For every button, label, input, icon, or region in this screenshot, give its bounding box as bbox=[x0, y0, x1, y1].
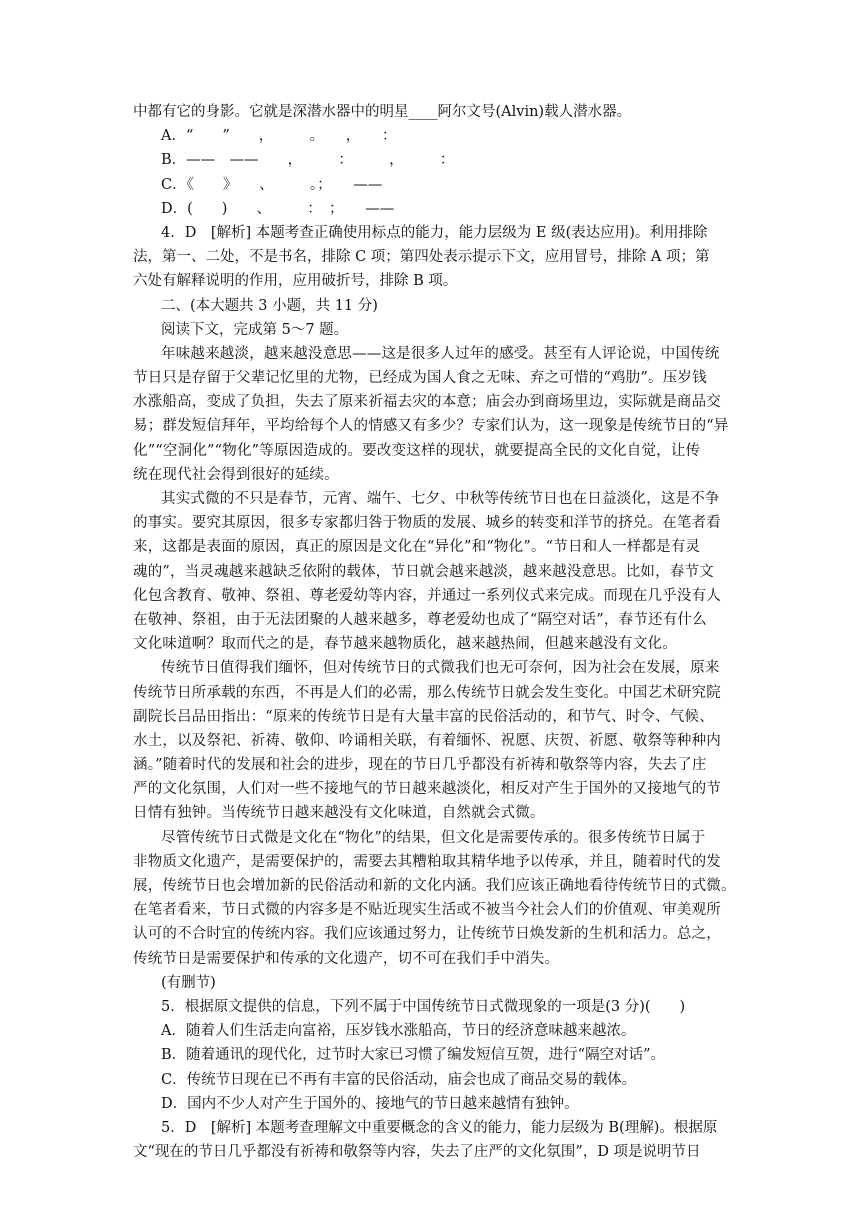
q3-tail-line: 中都有它的身影。它就是深潜水器中的明星____阿尔文号(Alvin)载人潜水器。 bbox=[133, 104, 632, 120]
q5-option-d: D．国内不少人对产生于国外的、接地气的节日越来越情有独钟。 bbox=[161, 1095, 579, 1112]
document-page bbox=[133, 100, 737, 1164]
q5-option-b: B．随着通讯的现代化，过节时大家已习惯了编发短信互贺，进行“隔空对话”。 bbox=[161, 1047, 665, 1064]
q5-answer-line: 5．D [解析] 本题考查理解文中重要概念的含义的能力，能力层级为 B(理解)。根据原 bbox=[161, 1119, 718, 1136]
passage-line: 日情有独钟。当传统节日越来越没有文化味道，自然就会式微。 bbox=[133, 805, 545, 822]
passage-line: 涵。”随着时代的发展和社会的进步，现在的节日几乎都没有祈祷和敬祭等内容，失去了庄 bbox=[133, 757, 707, 774]
passage-line: 易；群发短信拜年，平均给每个人的情感又有多少？专家们认为，这一现象是传统节日的“异 bbox=[133, 418, 729, 435]
passage-line: 副院长吕品田指出：“原来的传统节日是有大量丰富的民俗活动的，和节气、时令、气候、 bbox=[133, 708, 714, 725]
q4-answer-line: 六处有解释说明的作用，应用破折号，排除 B 项。 bbox=[133, 273, 458, 290]
q5-option-a: A．随着人们生活走向富裕，压岁钱水涨船高，节日的经济意味越来越浓。 bbox=[161, 1023, 636, 1040]
passage-line: 严的文化氛围，人们对一些不接地气的节日越来越淡化，相反对产生于国外的又接地气的节 bbox=[133, 781, 721, 798]
q4-answer-line: 4．D [解析] 本题考查正确使用标点的能力，能力层级为 E 级(表达应用)。利用排除 bbox=[161, 224, 708, 241]
passage-line: 来，这都是表面的原因，真正的原因是文化在“异化”和“物化”。“节日和人一样都是有灵 bbox=[133, 539, 701, 556]
passage-line: 认可的不合时宜的传统内容。我们应该通过努力，让传统节日焕发新的生机和活力。总之， bbox=[133, 926, 721, 943]
instruction: 阅读下文，完成第 5～7 题。 bbox=[161, 321, 349, 338]
passage-line: 水涨船高，变成了负担，失去了原来祈福去灾的本意；庙会办到商场里边，实际就是商品交 bbox=[133, 394, 721, 411]
passage-line: 传统节日是需要保护和传承的文化遗产，切不可在我们手中消失。 bbox=[133, 950, 560, 967]
q5-stem: 5．根据原文提供的信息，下列不属于中国传统节日式微现象的一项是(3 分)( ) bbox=[161, 998, 686, 1015]
q3-option-b: B．—— —— ， ： ， ： bbox=[161, 152, 455, 169]
passage-line: 其实式微的不只是春节，元宵、端午、七夕、中秋等传统节日也在日益淡化，这是不争 bbox=[161, 491, 720, 507]
passage-line: 在敬神、祭祖，由于无法团聚的人越来越多，尊老爱幼也成了“隔空对话”，春节还有什么 bbox=[133, 611, 707, 628]
passage-line: 统在现代社会得到很好的延续。 bbox=[133, 466, 339, 483]
passage-line: 展，传统节日也会增加新的民俗活动和新的文化内涵。我们应该正确地看待传统节日的式微。 bbox=[133, 878, 736, 894]
passage bbox=[133, 342, 737, 971]
passage-line: 魂的”，当灵魂越来越缺乏依附的载体，节日就会越来越淡，越来越没意思。比如，春节文 bbox=[133, 563, 714, 580]
passage-line: 化包含教育、敬神、祭祖、尊老爱幼等内容，并通过一系列仪式来完成。而现在几乎没有人 bbox=[133, 587, 721, 604]
passage-line: 年味越来越淡，越来越没意思——这是很多人过年的感受。甚至有人评论说，中国传统 bbox=[161, 345, 720, 362]
q3-option-a: A．“ ” ， 。 ， ： bbox=[161, 128, 397, 145]
q5-answer-line: 文“现在的节日几乎都没有祈祷和敬祭等内容，失去了庄严的文化氛围”，D 项是说明节日 bbox=[133, 1144, 701, 1161]
passage-line: 文化味道啊？取而代之的是，春节越来越物质化，越来越热闹，但越来越没有文化。 bbox=[133, 636, 677, 653]
q3-option-d: D．( ) 、 ： ； —— bbox=[161, 200, 395, 217]
passage-line: 尽管传统节日式微是文化在“物化”的结果，但文化是需要传承的。很多传统节日属于 bbox=[161, 829, 706, 846]
passage-line: 节日只是存留于父辈记忆里的尤物，已经成为国人食之无味、弃之可惜的“鸡肋”。压岁钱 bbox=[133, 370, 707, 387]
q5-option-c: C．传统节日现在已不再有丰富的民俗活动，庙会也成了商品交易的载体。 bbox=[161, 1071, 637, 1088]
q3-option-c: C．《 》 、 。； —— bbox=[161, 176, 383, 193]
passage-line: 化”“空洞化”“物化”等原因造成的。要改变这样的现状，就要提高全民的文化自觉，让传 bbox=[133, 442, 701, 459]
section-title: 二、(本大题共 3 小题，共 11 分) bbox=[161, 297, 378, 314]
passage-line: 非物质文化遗产，是需要保护的，需要去其糟粕取其精华地予以传承，并且，随着时代的发 bbox=[133, 853, 721, 870]
passage-note: (有删节) bbox=[161, 974, 216, 991]
passage-line: 的事实。要究其原因，很多专家都归咎于物质的发展、城乡的转变和洋节的挤兑。在笔者看 bbox=[133, 515, 721, 532]
passage-line: 传统节日所承载的东西，不再是人们的必需，那么传统节日就会发生变化。中国艺术研究院 bbox=[133, 684, 721, 701]
passage-line: 传统节日值得我们缅怀，但对传统节日的式微我们也无可奈何，因为社会在发展，原来 bbox=[161, 660, 720, 677]
passage-line: 水土，以及祭祀、祈祷、敬仰、吟诵相关联，有着缅怀、祝愿、庆贺、祈愿、敬祭等种种内 bbox=[133, 732, 721, 749]
q4-answer-line: 法，第一、二处，不是书名，排除 C 项；第四处表示提示下文，应用冒号，排除 A 项；第 bbox=[133, 249, 710, 266]
passage-line: 在笔者看来，节日式微的内容多是不贴近现实生活或不被当今社会人们的价值观、审美观所 bbox=[133, 902, 721, 919]
